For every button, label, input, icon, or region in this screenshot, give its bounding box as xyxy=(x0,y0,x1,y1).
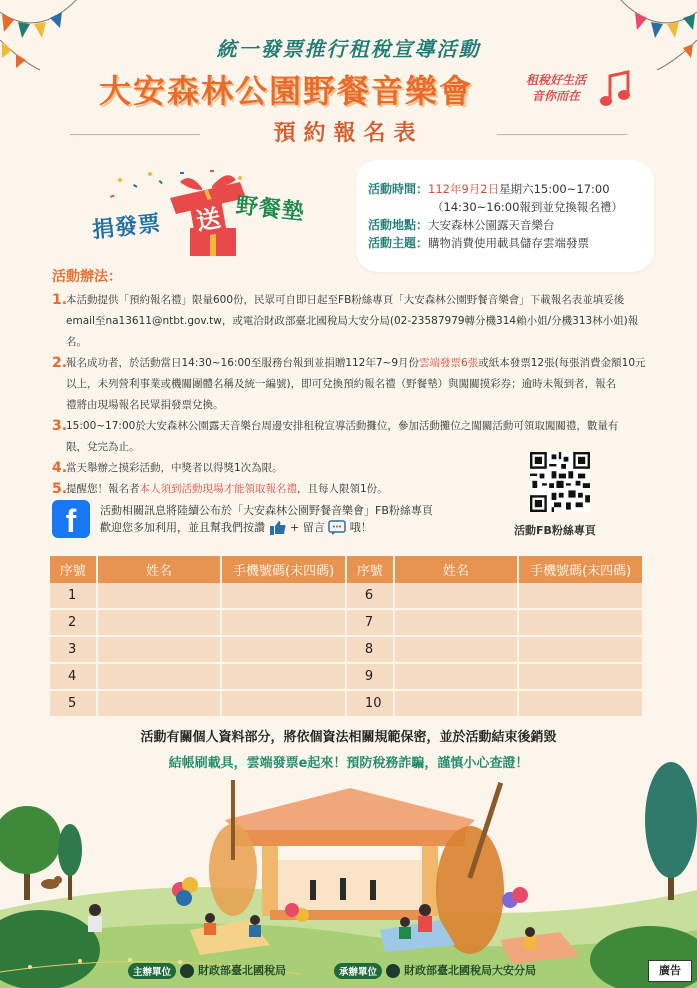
rule-3-line-1: 15:00~17:00於大安森林公園露天音樂台周邊安排租稅宣導活動攤位，參加活動攤位之闖關活動可領取闖關禮，數量有 xyxy=(66,420,619,432)
facebook-icon[interactable]: f xyxy=(52,500,90,538)
event-date: 112年9月2日 xyxy=(428,182,500,196)
event-title: 大安森林公園野餐音樂會 xyxy=(98,72,473,110)
facebook-comment-text: + 留言 xyxy=(290,521,325,534)
serial-cell: 5 xyxy=(50,691,96,718)
serial-cell: 4 xyxy=(50,664,96,691)
name-cell[interactable] xyxy=(395,691,518,718)
event-theme-label: 活動主題： xyxy=(368,236,429,250)
name-cell[interactable] xyxy=(395,637,518,664)
serial-cell: 9 xyxy=(347,664,393,691)
rule-item xyxy=(52,290,652,353)
name-cell[interactable] xyxy=(395,664,518,691)
privacy-notice: 活動有關個人資料部分，將依個資法相關規範保密，並於活動結束後銷毀 xyxy=(140,730,557,745)
phone-cell[interactable] xyxy=(519,637,642,664)
agency-seal-icon xyxy=(386,964,400,978)
gift-text-picnic-mat: 野餐墊 xyxy=(234,193,306,226)
name-cell[interactable] xyxy=(395,610,518,637)
name-cell[interactable] xyxy=(98,691,221,718)
comment-icon xyxy=(328,520,346,536)
tagline-line2: 音你而在 xyxy=(531,89,580,103)
picnic-concert-illustration xyxy=(0,760,697,988)
qr-code-label: 活動FB粉絲專頁 xyxy=(514,524,596,537)
rule-1-line-1: 本活動提供「預約報名禮」限量600份，民眾可自即日起至FB粉絲專頁「大安森林公園野餐音樂會」下載報名表並填妥後 xyxy=(66,294,625,306)
event-time-note: （14:30~16:00報到並兌換報名禮） xyxy=(432,200,623,214)
rule-2-line-2: 以上，未列營利事業或機關團體名稱及統一編號)，即可兌換預約報名禮（野餐墊）與闖關摸彩券；逾時未報到者，報名 xyxy=(66,378,617,390)
serial-cell: 6 xyxy=(347,583,393,610)
header-serial: 序號 xyxy=(347,556,393,583)
name-cell[interactable] xyxy=(395,583,518,610)
organizer-name: 財政部臺北國稅局大安分局 xyxy=(404,964,537,977)
table-row xyxy=(50,583,642,610)
table-header-row xyxy=(50,556,642,583)
rule-number: 3. xyxy=(52,418,68,434)
event-time-value: 星期六15:00~17:00 xyxy=(499,182,610,196)
rule-number: 4. xyxy=(52,460,68,476)
rule-item xyxy=(52,353,652,416)
serial-cell: 10 xyxy=(347,691,393,718)
gift-text-give: 送 xyxy=(189,197,227,237)
slogan: 結帳刷載具，雲端發票e起來！預防稅務詐騙，謹慎小心查證！ xyxy=(168,756,529,771)
table-row xyxy=(50,664,642,691)
serial-cell: 1 xyxy=(50,583,96,610)
rules-title: 活動辦法： xyxy=(52,269,122,285)
phone-cell[interactable] xyxy=(519,583,642,610)
phone-cell[interactable] xyxy=(519,610,642,637)
event-tagline xyxy=(508,72,604,104)
rule-5-text-a: 提醒您！報名者 xyxy=(66,483,140,495)
event-subtitle: 統一發票推行租稅宣導活動 xyxy=(216,37,481,61)
serial-cell: 3 xyxy=(50,637,96,664)
rule-3-line-2: 限，兌完為止。 xyxy=(66,441,140,453)
rule-5-text-b: ，且每人限領1份。 xyxy=(297,483,388,495)
rule-number: 2. xyxy=(52,355,68,371)
serial-cell: 2 xyxy=(50,610,96,637)
organizer-badge: 承辦單位 xyxy=(334,963,382,979)
name-cell[interactable] xyxy=(98,583,221,610)
header-phone: 手機號碼(末四碼) xyxy=(222,556,345,583)
host-badge: 主辦單位 xyxy=(128,963,176,979)
event-theme-row xyxy=(368,234,642,252)
thumbs-up-icon xyxy=(269,520,287,536)
header-name: 姓名 xyxy=(395,556,518,583)
phone-cell[interactable] xyxy=(222,583,345,610)
name-cell[interactable] xyxy=(98,664,221,691)
phone-cell[interactable] xyxy=(222,637,345,664)
serial-cell: 7 xyxy=(347,610,393,637)
rule-2-text-a: 報名成功者，於活動當日14:30~16:00至服務台報到並捐贈112年7~9月份 xyxy=(66,357,420,369)
phone-cell[interactable] xyxy=(222,664,345,691)
rule-2-line-3: 禮將由現場報名民眾捐發票兌換。 xyxy=(66,399,224,411)
event-time-label: 活動時間： xyxy=(368,182,429,196)
form-title: 預約報名表 xyxy=(200,117,497,151)
organizer-organization xyxy=(334,962,536,979)
tagline-line1: 租稅好生活 xyxy=(525,73,586,87)
qr-code[interactable] xyxy=(530,452,590,512)
event-theme-value: 購物消費使用載具儲存雲端發票 xyxy=(428,236,590,250)
event-place-label: 活動地點： xyxy=(368,218,429,232)
header-name: 姓名 xyxy=(98,556,221,583)
event-time-row xyxy=(368,180,642,198)
event-place-row xyxy=(368,216,642,234)
rule-number: 1. xyxy=(52,292,68,308)
rule-2-text-b: 或紙本發票12張(每張消費金額10元 xyxy=(478,357,646,369)
rule-number: 5. xyxy=(52,481,68,497)
rule-5-highlight: 本人須到活動現場才能領取報名禮 xyxy=(139,483,297,495)
agency-seal-icon xyxy=(180,964,194,978)
serial-cell: 8 xyxy=(347,637,393,664)
facebook-message-line-1: 活動相關訊息將陸續公布於「大安森林公園野餐音樂會」FB粉絲專頁 xyxy=(100,504,433,517)
header-phone: 手機號碼(末四碼) xyxy=(519,556,642,583)
header-serial: 序號 xyxy=(50,556,96,583)
name-cell[interactable] xyxy=(98,637,221,664)
facebook-like-text: 歡迎您多加利用，並且幫我們按讚 xyxy=(100,521,265,534)
facebook-message xyxy=(100,502,433,536)
table-row xyxy=(50,610,642,637)
facebook-message-line-2 xyxy=(100,519,433,536)
registration-table xyxy=(48,556,644,718)
facebook-end-text: 哦！ xyxy=(349,521,372,534)
rule-4-line-1: 當天舉辦之摸彩活動，中獎者以得獎1次為限。 xyxy=(66,462,283,474)
table-row xyxy=(50,691,642,718)
host-name: 財政部臺北國稅局 xyxy=(198,964,287,977)
phone-cell[interactable] xyxy=(519,691,642,718)
phone-cell[interactable] xyxy=(222,691,345,718)
advertisement-label: 廣告 xyxy=(648,960,692,982)
host-organization xyxy=(128,962,286,979)
rule-1-line-2: email至na13611@ntbt.gov.tw，或電洽財政部臺北國稅局大安分局(02-23587979轉分機314賴小姐/分機313林小姐)報名。 xyxy=(66,315,639,348)
music-note-icon xyxy=(596,70,632,110)
table-row xyxy=(50,637,642,664)
event-info-box xyxy=(356,160,654,272)
name-cell[interactable] xyxy=(98,610,221,637)
phone-cell[interactable] xyxy=(222,610,345,637)
gift-text-donate-invoice: 捐發票 xyxy=(91,211,163,244)
rule-2-highlight: 雲端發票6張 xyxy=(419,357,479,369)
phone-cell[interactable] xyxy=(519,664,642,691)
event-place-value: 大安森林公園露天音樂台 xyxy=(428,218,555,232)
rule-2-line-1 xyxy=(66,353,652,374)
